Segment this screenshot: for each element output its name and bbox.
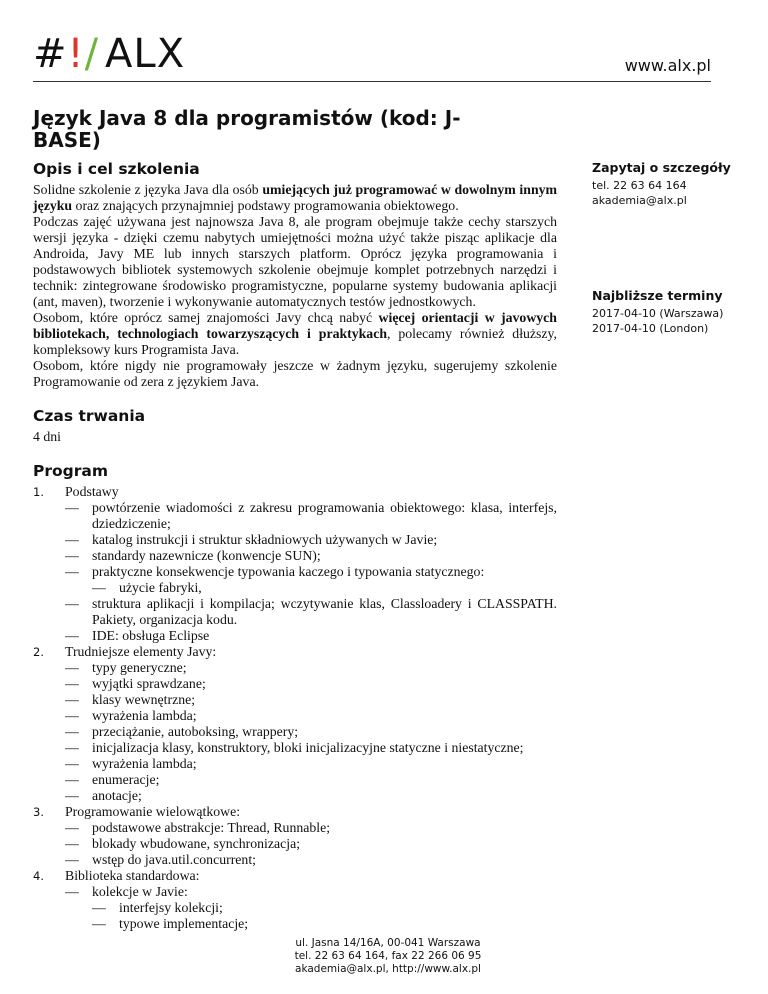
dates-heading: Najbliższe terminy — [592, 288, 723, 303]
program-subitem: — struktura aplikacji i kompilacja; wczytywanie klas, Classloadery i CLASSPATH. Pakiety, organizacja kodu. — [65, 596, 557, 627]
program-subitem: — typy generyczne; — [65, 660, 187, 675]
program-item: 1. Podstawy — powtórzenie wiadomości z zakresu programowania obiektowego: klasa, interfejs, dziedziczenie; — katalog instrukcji i struktur składniowych używanych w Javie; — standardy nazewnicze (konwencje SUN); — praktyczne konsekwencje typowania kaczego i typowania statycznego: — użycie fabryki, — struktura aplikacji i kompilacja; wczytywanie klas, Classloadery i CLASSPATH. Pakiety, organizacja kodu. — IDE: obsługa Eclipse — [33, 484, 557, 643]
site-url[interactable]: www.alx.pl — [624, 56, 711, 75]
program-subitem: — blokady wbudowane, synchronizacja; — [65, 836, 301, 851]
duration-heading: Czas trwania — [33, 407, 146, 425]
description-paragraph-3: Osobom, które oprócz samej znajomości Javy chcą nabyć więcej orientacji w javowych bibliotekach, technologiach towarzyszących i praktykach, polecamy również dłuższy, kompleksowy kurs Programista Java. — [33, 310, 557, 357]
alx-logo — [33, 31, 186, 77]
date-item[interactable]: 2017-04-10 (Warszawa) — [592, 307, 724, 320]
program-subitem: — enumeracje; — [65, 772, 160, 787]
logo-hash: # — [33, 31, 68, 77]
program-subitem: — praktyczne konsekwencje typowania kaczego i typowania statycznego: — użycie fabryki, — [65, 564, 557, 596]
program-item: 3. Programowanie wielowątkowe: — podstawowe abstrakcje: Thread, Runnable; — blokady wbudowane, synchronizacja; — wstęp do java.util.concurrent; — [33, 804, 557, 868]
contact-phone[interactable]: tel. 22 63 64 164 — [592, 179, 687, 192]
contact-heading: Zapytaj o szczegóły — [592, 160, 731, 175]
program-subitem: — przeciążanie, autoboksing, wrappery; — [65, 724, 299, 739]
main-content — [33, 160, 557, 949]
duration-section — [33, 407, 557, 445]
duration-value: 4 dni — [33, 429, 61, 444]
program-list — [33, 484, 557, 932]
dates-block — [592, 288, 723, 336]
program-heading: Program — [33, 462, 109, 480]
footer-web[interactable]: akademia@alx.pl, http://www.alx.pl — [295, 963, 481, 975]
description-paragraph-1: Solidne szkolenie z języka Java dla osób umiejących już programować w dowolnym innym języku oraz znających przynajmniej podstawy programowania obiektowego. — [33, 182, 558, 213]
description-paragraph-2: Podczas zajęć używana jest najnowsza Java 8, ale program obejmuje także cechy starszych wersji języka - dzięki czemu nabytych umiejętności można użyć także pisząc aplikacje dla Androida, Javy ME lub innych starszych platform. Oprócz języka programowania i podstawowych bibliotek systemowych szkolenie obejmuje komplet potrzebnych narzędzi i technik: zintegrowane środowisko programistyczne, popularne systemy budowania aplikacji (ant, maven), tworzenie i wykonywanie automatycznych testów jednostkowych. — [33, 214, 557, 309]
program-subitem: — wyjątki sprawdzane; — [65, 676, 206, 691]
program-item: 4. Biblioteka standardowa: — kolekcje w Javie: — interfejsy kolekcji; — typowe implementacje; — [33, 868, 557, 932]
program-subitem: — klasy wewnętrzne; — [65, 692, 196, 707]
description-heading: Opis i cel szkolenia — [33, 160, 200, 178]
program-section — [33, 462, 557, 932]
program-subitem: — podstawowe abstrakcje: Thread, Runnable; — [65, 820, 331, 835]
program-nested-item: — interfejsy kolekcji; — [92, 900, 223, 915]
sidebar — [592, 160, 752, 335]
logo-exclamation: ! — [67, 31, 85, 77]
program-subitem: — wyrażenia lambda; — [65, 708, 197, 723]
program-subitem: — standardy nazewnicze (konwencje SUN); — [65, 548, 321, 563]
program-subitem: — anotacje; — [65, 788, 142, 803]
program-nested-item: — typowe implementacje; — [92, 916, 249, 931]
description-section — [33, 160, 557, 390]
program-subitem: — wstęp do java.util.concurrent; — [65, 852, 256, 867]
contact-email[interactable]: akademia@alx.pl — [592, 194, 687, 207]
program-subitem: — inicjalizacja klasy, konstruktory, bloki inicjalizacyjne statyczne i niestatyczne; — [65, 740, 524, 755]
header-divider — [33, 81, 711, 82]
program-subitem: — katalog instrukcji i struktur składniowych używanych w Javie; — [65, 532, 438, 547]
date-item[interactable]: 2017-04-10 (London) — [592, 322, 709, 335]
page-title: Język Java 8 dla programistów (kod: J-BASE) — [33, 106, 461, 152]
program-item: 2. Trudniejsze elementy Javy: — typy generyczne; — wyjątki sprawdzane; — klasy wewnętrzne; — wyrażenia lambda; — przeciążanie, autoboksing, wrappery; — inicjalizacja klasy, konstruktory, bloki inicjalizacyjne statyczne i niestatyczne; — wyrażenia lambda; — enumeracje; — anotacje; — [33, 644, 557, 804]
footer-address: ul. Jasna 14/16A, 00-041 Warszawa — [295, 937, 481, 949]
program-subitem: — powtórzenie wiadomości z zakresu programowania obiektowego: klasa, interfejs, dziedziczenie; — [65, 500, 557, 531]
logo-name: ALX — [105, 31, 186, 77]
description-paragraph-4: Osobom, które nigdy nie programowały jeszcze w żadnym języku, sugerujemy szkolenie Programowanie od zera z językiem Java. — [33, 358, 557, 389]
footer — [288, 937, 488, 976]
footer-phones: tel. 22 63 64 164, fax 22 266 06 95 — [294, 950, 482, 962]
program-subitem: — IDE: obsługa Eclipse — [65, 628, 210, 643]
program-subitem: — wyrażenia lambda; — [65, 756, 197, 771]
program-subitem: — kolekcje w Javie: — interfejsy kolekcji; — typowe implementacje; — [65, 884, 557, 932]
program-nested-item: — użycie fabryki, — [92, 580, 202, 595]
logo-slash: / — [84, 31, 100, 77]
